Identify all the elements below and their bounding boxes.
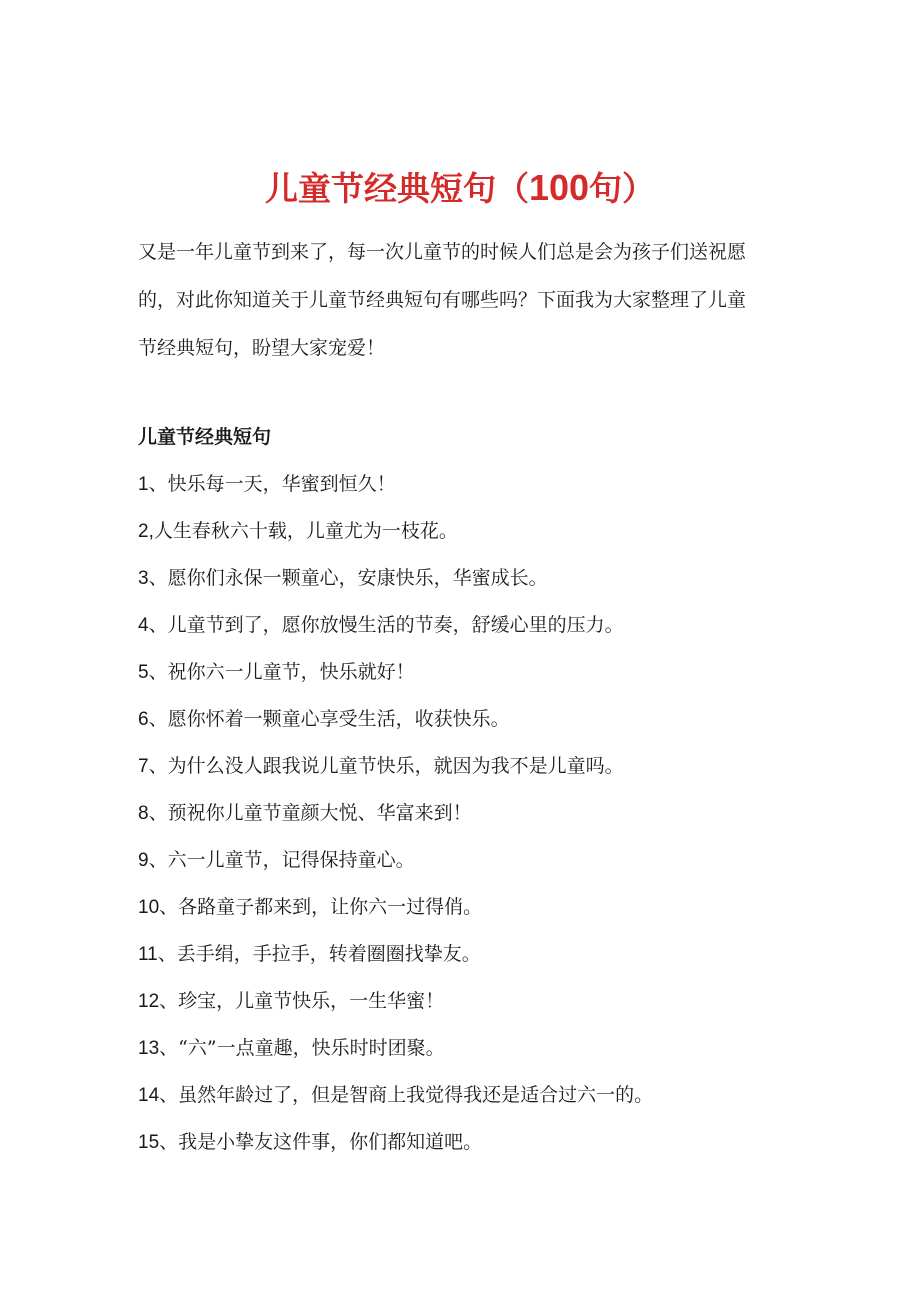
phrase-list (138, 461, 788, 1166)
item-text: 祝你六一儿童节，快乐就好！ (167, 661, 415, 683)
item-separator: 、 (148, 568, 168, 589)
item-separator: 、 (148, 662, 168, 683)
item-number: 5 (138, 662, 149, 683)
list-item (138, 1072, 788, 1119)
list-item (138, 884, 788, 931)
list-item (138, 837, 788, 884)
item-text: 儿童节到了，愿你放慢生活的节奏，舒缓心里的压力。 (167, 614, 624, 636)
item-separator: 、 (148, 756, 168, 777)
item-number: 6 (138, 709, 149, 730)
title-number: 100 (528, 167, 590, 209)
title-prefix: 儿童节经典短句（ (264, 169, 529, 209)
title-suffix: 句） (589, 169, 656, 209)
item-number: 13 (138, 1038, 160, 1059)
intro-line-1: 又是一年儿童节到来了，每一次儿童节的时候人们总是会为孩子们送祝愿 (138, 241, 747, 263)
list-item (138, 931, 788, 978)
item-text: 六一儿童节，记得保持童心。 (167, 849, 415, 871)
item-number: 8 (138, 803, 149, 824)
list-item (138, 508, 788, 555)
item-separator: 、 (148, 850, 168, 871)
item-separator: 、 (148, 803, 168, 824)
item-number: 3 (138, 568, 149, 589)
list-item (138, 978, 788, 1025)
item-text: 我是小挚友这件事，你们都知道吧。 (178, 1131, 483, 1153)
item-text: “六”一点童趣，快乐时时团聚。 (178, 1037, 445, 1059)
item-text: 丢手绢，手拉手，转着圈圈找挚友。 (176, 943, 481, 965)
item-separator: 、 (159, 1038, 179, 1059)
item-text: 各路童子都来到，让你六一过得俏。 (178, 896, 483, 918)
item-number: 9 (138, 850, 149, 871)
intro-paragraph (138, 228, 788, 372)
list-item (138, 461, 788, 508)
item-text: 虽然年龄过了，但是智商上我觉得我还是适合过六一的。 (178, 1084, 654, 1106)
item-text: 为什么没人跟我说儿童节快乐，就因为我不是儿童吗。 (167, 755, 624, 777)
intro-line-2: 的，对此你知道关于儿童节经典短句有哪些吗？下面我为大家整理了儿童 (138, 289, 747, 311)
item-separator: 、 (159, 897, 179, 918)
item-number: 2 (138, 521, 149, 542)
list-item (138, 649, 788, 696)
item-separator: 、 (157, 944, 177, 965)
item-text: 人生春秋六十载，儿童尤为一枝花。 (153, 520, 458, 542)
item-number: 7 (138, 756, 149, 777)
item-separator: 、 (148, 709, 168, 730)
item-number: 10 (138, 897, 160, 918)
item-text: 愿你怀着一颗童心享受生活，收获快乐。 (167, 708, 510, 730)
list-item (138, 1025, 788, 1072)
item-number: 14 (138, 1085, 160, 1106)
item-text: 珍宝，儿童节快乐，一生华蜜！ (178, 990, 445, 1012)
item-number: 15 (138, 1132, 160, 1153)
list-item (138, 696, 788, 743)
item-text: 快乐每一天，华蜜到恒久！ (167, 473, 396, 495)
item-separator: , (148, 521, 154, 542)
item-separator: 、 (159, 1132, 179, 1153)
item-separator: 、 (159, 991, 179, 1012)
intro-line-3: 节经典短句，盼望大家宠爱！ (138, 337, 386, 359)
list-item (138, 555, 788, 602)
item-text: 预祝你儿童节童颜大悦、华富来到！ (167, 802, 472, 824)
item-number: 4 (138, 615, 149, 636)
section-heading: 儿童节经典短句 (138, 426, 272, 448)
list-item (138, 1119, 788, 1166)
item-number: 1 (138, 474, 149, 495)
item-separator: 、 (159, 1085, 179, 1106)
list-item (138, 602, 788, 649)
item-number: 12 (138, 991, 160, 1012)
item-separator: 、 (148, 615, 168, 636)
item-separator: 、 (148, 474, 168, 495)
list-item (138, 743, 788, 790)
document-title (0, 162, 920, 215)
list-item (138, 790, 788, 837)
item-number: 11 (138, 944, 158, 965)
item-text: 愿你们永保一颗童心，安康快乐，华蜜成长。 (167, 567, 548, 589)
